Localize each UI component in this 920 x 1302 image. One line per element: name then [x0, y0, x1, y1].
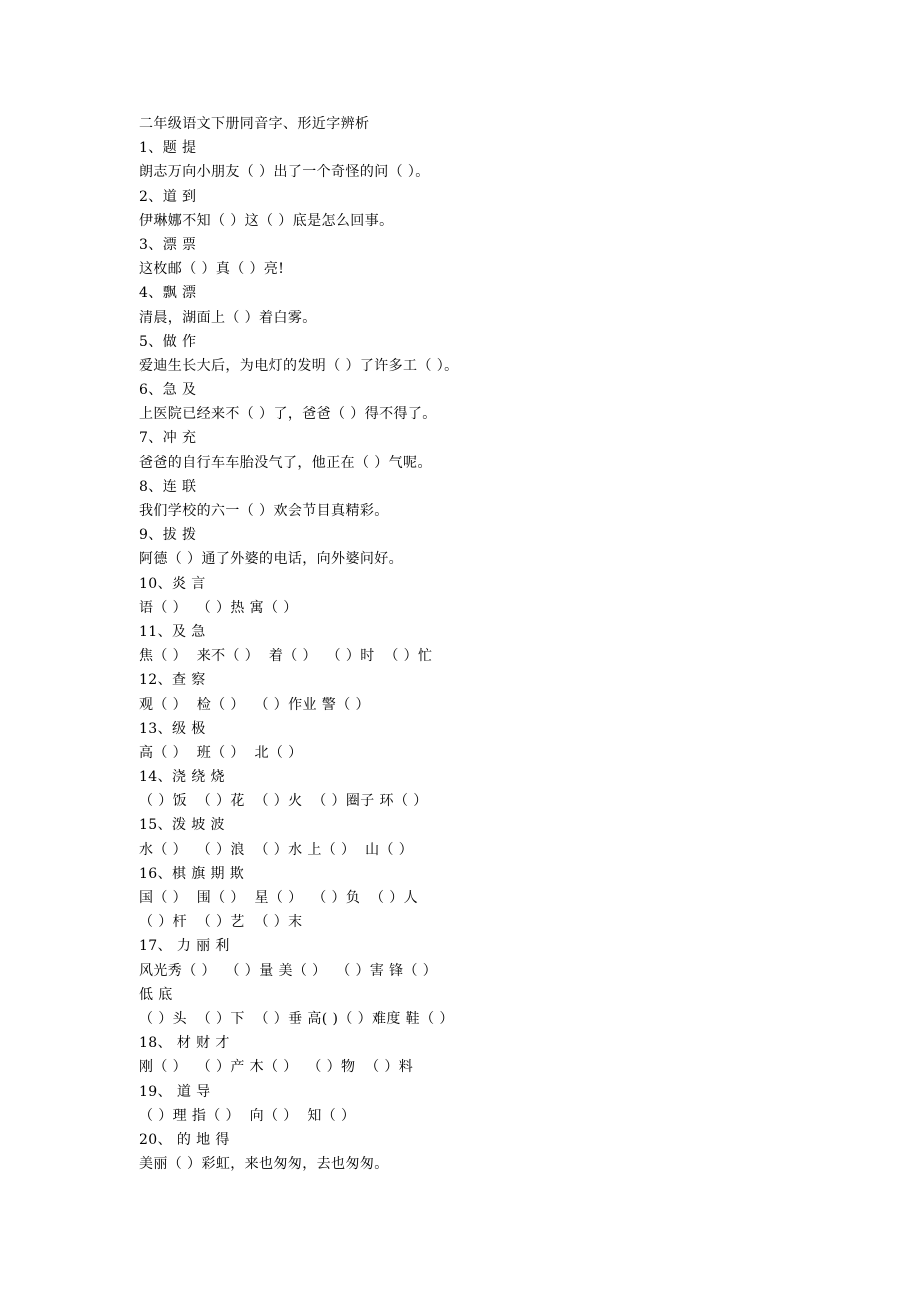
exercise-sentence: 风光秀（ ） （ ）量 美（ ） （ ）害 锋（ ） [139, 962, 438, 979]
exercise-sentence: （ ）理 指（ ） 向（ ） 知（ ） [139, 1107, 356, 1124]
exercise-heading: 2、道 到 [139, 188, 197, 205]
exercise-sentence: 语（ ） （ ）热 寓（ ） [139, 599, 298, 616]
exercise-heading: 9、拔 拨 [139, 527, 197, 544]
exercise-heading: 11、及 急 [139, 623, 206, 640]
exercise-heading: 低 底 [139, 986, 173, 1003]
exercise-sentence: 我们学校的六一（ ）欢会节目真精彩。 [139, 503, 389, 519]
document-title: 二年级语文下册同音字、形近字辨析 [139, 116, 370, 132]
exercise-list [139, 136, 859, 1176]
exercise-heading: 14、浇 绕 烧 [139, 769, 225, 786]
exercise-sentence: 国（ ） 围（ ） 星（ ） （ ）负 （ ）人 [139, 890, 419, 906]
exercise-sentence: 高（ ） 班（ ） 北（ ） [139, 744, 303, 761]
exercise-sentence: 清晨，湖面上（ ）着白雾。 [139, 309, 317, 326]
exercise-heading: 17、 力 丽 利 [139, 938, 230, 955]
exercise-sentence: 爱迪生长大后，为电灯的发明（ ）了许多工（ ）。 [139, 357, 459, 374]
exercise-sentence: 刚（ ） （ ）产 木（ ） （ ）物 （ ）料 [139, 1059, 414, 1076]
exercise-sentence: 朗志万向小朋友（ ）出了一个奇怪的问（ ）。 [139, 164, 430, 181]
exercise-sentence: 水（ ） （ ）浪 （ ）水 上（ ） 山（ ） [139, 841, 414, 858]
exercise-heading: 8、连 联 [139, 478, 197, 495]
exercise-sentence: 阿德（ ）通了外婆的电话，向外婆问好。 [139, 551, 404, 568]
exercise-heading: 3、漂 票 [139, 236, 197, 253]
exercise-heading: 7、冲 充 [139, 430, 197, 447]
exercise-heading: 12、查 察 [139, 672, 206, 689]
exercise-sentence: （ ）饭 （ ）花 （ ）火 （ ）圈子 环（ ） [139, 793, 428, 810]
exercise-heading: 5、做 作 [139, 333, 197, 350]
exercise-sentence: 这枚邮（ ）真（ ）亮! [139, 261, 285, 278]
exercise-heading: 15、泼 坡 波 [139, 817, 225, 834]
exercise-heading: 10、炎 言 [139, 575, 206, 592]
exercise-sentence: 上医院已经来不（ ）了，爸爸（ ）得不得了。 [139, 406, 437, 423]
exercise-heading: 6、急 及 [139, 382, 197, 399]
exercise-heading: 13、级 极 [139, 720, 206, 737]
exercise-sentence: 爸爸的自行车车胎没气了，他正在（ ）气呢。 [139, 454, 432, 471]
exercise-sentence: 观（ ） 检（ ） （ ）作业 警（ ） [139, 696, 370, 713]
document-content [139, 112, 859, 1176]
exercise-heading: 20、 的 地 得 [139, 1131, 230, 1148]
exercise-heading: 1、题 提 [139, 140, 197, 157]
exercise-sentence: （ ）头 （ ）下 （ ）垂 高( )（ ）难度 鞋（ ） [139, 1010, 454, 1027]
exercise-heading: 19、 道 导 [139, 1083, 211, 1100]
exercise-sentence: 焦（ ） 来不（ ） 着（ ） （ ）时 （ ）忙 [139, 648, 433, 665]
exercise-sentence: （ ）杆 （ ）艺 （ ）末 [139, 914, 303, 931]
exercise-sentence: 伊琳娜不知（ ）这（ ）底是怎么回事。 [139, 212, 394, 229]
exercise-sentence: 美丽（ ）彩虹，来也匆匆，去也匆匆。 [139, 1156, 389, 1173]
exercise-heading: 4、飘 漂 [139, 285, 197, 302]
exercise-heading: 16、棋 旗 期 欺 [139, 865, 245, 882]
exercise-heading: 18、 材 财 才 [139, 1035, 230, 1052]
